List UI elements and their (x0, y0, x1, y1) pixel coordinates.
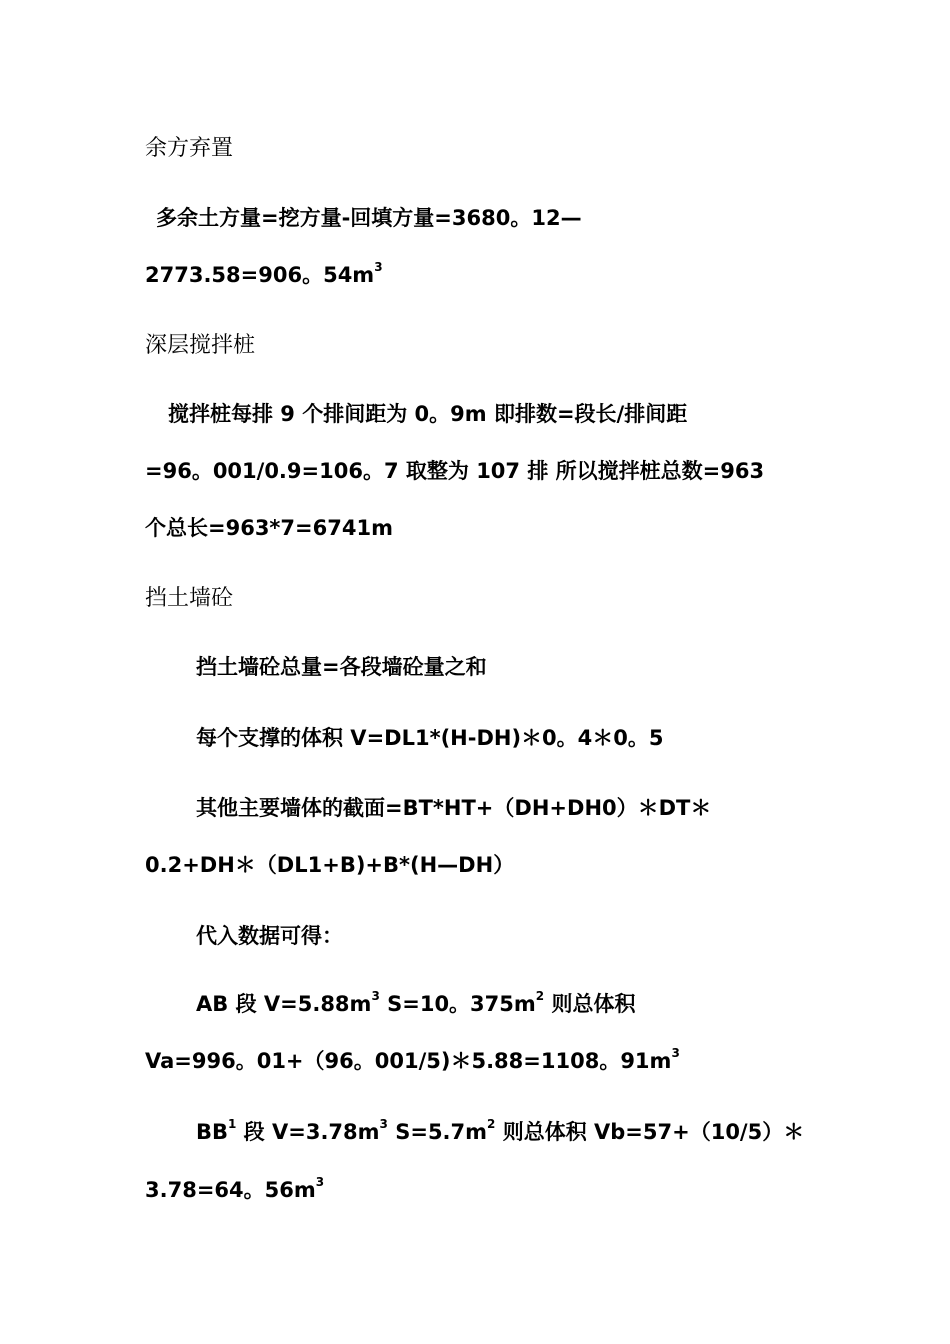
excess-earth-formula-line2 (145, 261, 383, 289)
bb-area: S=5.7m (387, 1120, 488, 1144)
superscript-cube: 3 (315, 1175, 325, 1189)
ab-segment-line2 (145, 1047, 680, 1075)
bb-label: BB (196, 1120, 229, 1144)
bb-segment-line2 (145, 1176, 324, 1204)
superscript-one: 1 (228, 1117, 237, 1131)
section-heading-spoil-disposal: 余方弃置 (145, 136, 234, 161)
superscript-square: 2 (487, 1117, 496, 1131)
superscript-cube: 3 (671, 1046, 680, 1060)
ab-segment-line1 (196, 990, 635, 1018)
pile-text-line1: 搅拌桩每排 9 个排间距为 0。9m 即排数=段长/排间距 (168, 402, 688, 426)
wall-text-line1: 挡土墙砼总量=各段墙砼量之和 (196, 655, 487, 679)
excess-earth-value: 2773.58=906。54m (145, 263, 375, 287)
bb-volume: 段 V=3.78m (236, 1120, 380, 1144)
wall-text-line5: 代入数据可得： (196, 924, 343, 948)
pile-text-line3: 个总长=963*7=6741m (145, 516, 393, 540)
bb-segment-line1 (196, 1118, 804, 1146)
superscript-cube: 3 (379, 1117, 388, 1131)
ab-volume: AB 段 V=5.88m (196, 992, 372, 1016)
excess-earth-formula-line1: 多余土方量=挖方量-回填方量=3680。12— (156, 206, 582, 230)
section-heading-retaining-wall-concrete: 挡土墙砼 (145, 586, 234, 611)
superscript-cube: 3 (371, 989, 380, 1003)
wall-text-line2: 每个支撑的体积 V=DL1*(H-DH)＊0。4＊0。5 (196, 726, 664, 750)
ab-total-formula: Va=996。01+（96。001/5)＊5.88=1108。91m (145, 1049, 672, 1073)
superscript-square: 2 (535, 989, 545, 1003)
bb-total-formula: 则总体积 Vb=57+（10/5）＊ (495, 1120, 805, 1144)
bb-total-value: 3.78=64。56m (145, 1178, 316, 1202)
wall-text-line4: 0.2+DH＊（DL1+B)+B*(H—DH） (145, 853, 515, 877)
superscript-cube: 3 (374, 260, 383, 274)
ab-total-label: 则总体积 (544, 992, 636, 1016)
wall-text-line3: 其他主要墙体的截面=BT*HT+（DH+DH0）＊DT＊ (196, 796, 712, 820)
section-heading-deep-mixing-pile: 深层搅拌桩 (145, 333, 256, 358)
pile-text-line2: =96。001/0.9=106。7 取整为 107 排 所以搅拌桩总数=963 (145, 459, 765, 483)
ab-area: S=10。375m (379, 992, 536, 1016)
